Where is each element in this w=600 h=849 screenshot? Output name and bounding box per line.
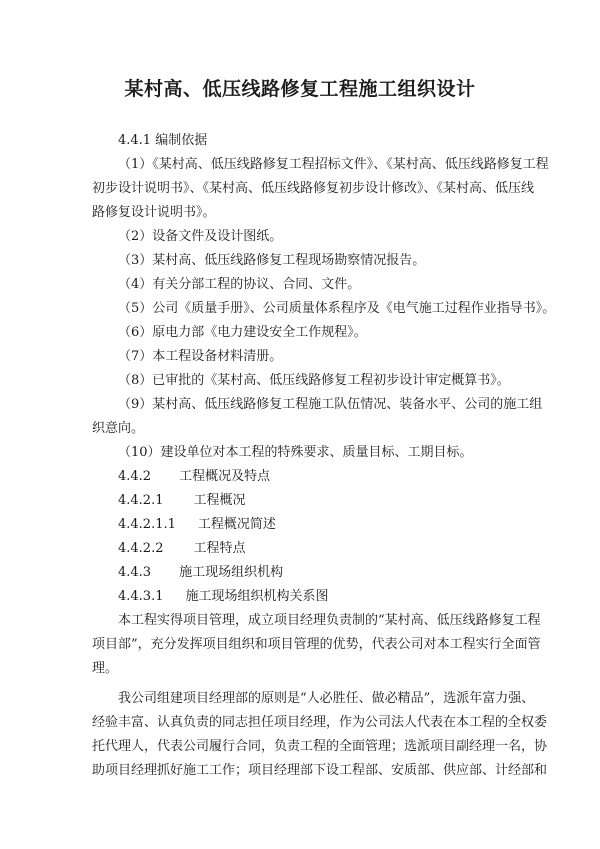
section-heading-4-4-2-1-1 (118, 517, 276, 533)
paragraph-1-line: 本工程实得项目管理，成立项目经理负责制的“某村高、低压线路修复工程 (118, 613, 541, 628)
paragraph-2-line: 托代理人，代表公司履行合同，负责工程的全面管理；选派项目副经理一名，协 (92, 739, 548, 754)
list-item-7: （7）本工程设备材料清册。 (118, 349, 283, 364)
section-heading-4-4-1: 4.4.1 编制依据 (118, 133, 208, 148)
list-item-9: （9）某村高、低压线路修复工程施工队伍情况、装备水平、公司的施工组 (118, 397, 543, 412)
section-text: 施工现场组织机构关系图 (185, 589, 329, 604)
list-item-6: （6）原电力部《电力建设安全工作规程》。 (118, 325, 367, 340)
section-text: 工程概况简述 (197, 517, 276, 532)
list-item-3: （3）某村高、低压线路修复工程现场勘察情况报告。 (118, 253, 426, 268)
section-number: 4.4.2.1.1 (118, 517, 176, 532)
section-number: 4.4.3 (118, 565, 152, 580)
section-text: 工程概况 (193, 493, 246, 508)
paragraph-2-line: 助项目经理抓好施工工作；项目经理部下设工程部、安质部、供应部、计经部和 (92, 763, 548, 778)
list-item-1-cont: 初步设计说明书》、《某村高、低压线路修复初步设计修改》、《某村高、低压线 (92, 181, 535, 196)
list-item-8: （8）已审批的《某村高、低压线路修复工程初步设计审定概算书》。 (118, 373, 510, 388)
list-item-5: （5）公司《质量手册》、公司质量体系程序及《电气施工过程作业指导书》。 (118, 301, 556, 316)
list-item-1: （1）《某村高、低压线路修复工程招标文件》、《某村高、低压线路修复工程 (118, 157, 549, 172)
section-text: 施工现场组织机构 (179, 565, 284, 580)
section-heading-4-4-2-2 (118, 541, 246, 557)
section-text: 工程特点 (193, 541, 246, 556)
paragraph-1-line: 理。 (92, 661, 119, 676)
list-item-10: （10）建设单位对本工程的特殊要求、质量目标、工期目标。 (118, 445, 473, 460)
list-item-9-cont: 织意向。 (92, 421, 145, 436)
list-item-2: （2）设备文件及设计图纸。 (118, 229, 283, 244)
section-heading-4-4-3 (118, 565, 283, 581)
section-number: 4.4.2.2 (118, 541, 164, 556)
section-heading-4-4-2-1 (118, 493, 246, 509)
section-number: 4.4.2.1 (118, 493, 164, 508)
list-item-1-cont: 路修复设计说明书》。 (92, 205, 216, 220)
document-title: 某村高、低压线路修复工程施工组织设计 (124, 78, 476, 100)
section-number: 4.4.2 (118, 469, 152, 484)
paragraph-1-line: 项目部”，充分发挥项目组织和项目管理的优势，代表公司对本工程实行全面管 (92, 637, 541, 652)
section-number: 4.4.3.1 (118, 589, 164, 604)
paragraph-2-line: 经验丰富、认真负责的同志担任项目经理，作为公司法人代表在本工程的全权委 (92, 715, 548, 730)
section-heading-4-4-2 (118, 469, 270, 485)
list-item-4: （4）有关分部工程的协议、合同、文件。 (118, 277, 361, 292)
section-text: 工程概况及特点 (179, 469, 271, 484)
paragraph-2-line: 我公司组建项目经理部的原则是“人必胜任、做必精品”，选派年富力强、 (118, 691, 535, 706)
section-heading-4-4-3-1 (118, 589, 329, 605)
